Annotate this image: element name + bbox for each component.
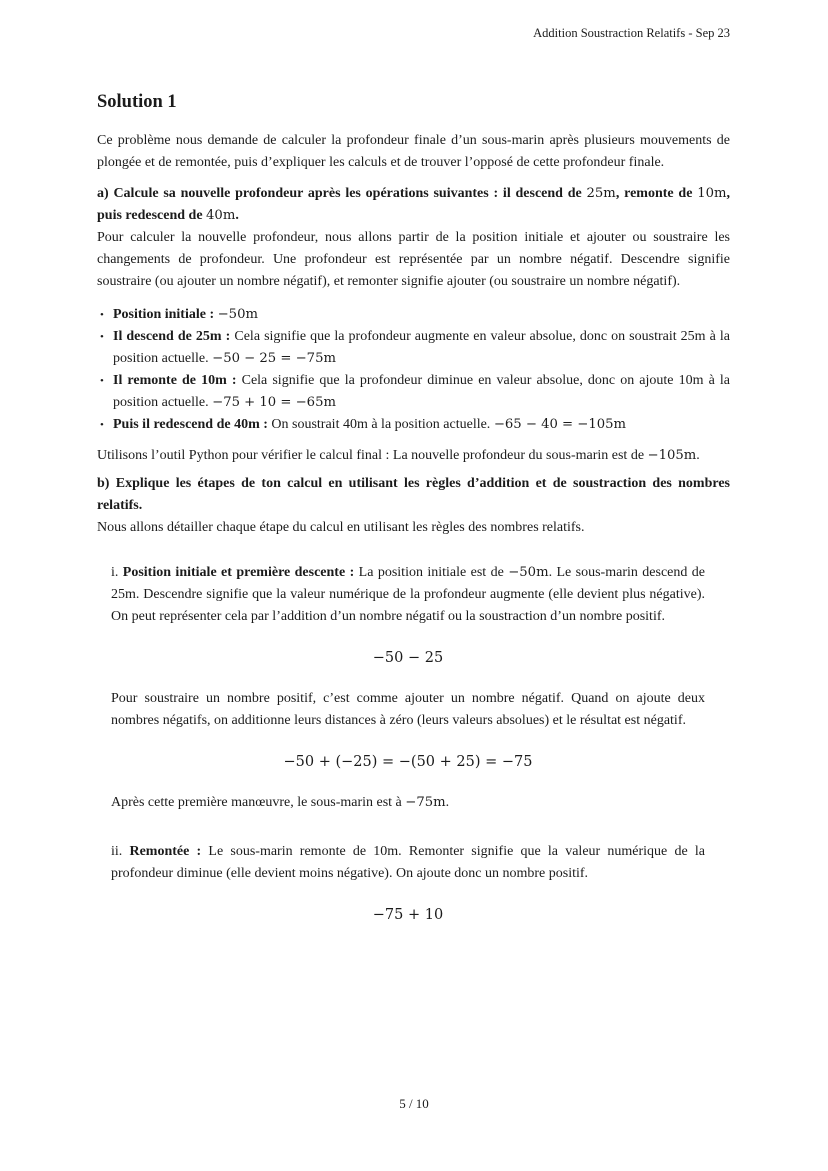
bullet-text: Il descend de 25m : Cela signifie que la profondeur augmente en valeur absolue, donc on soustrait 25m à la position actuelle. −50 − 25 = −75m	[113, 329, 730, 366]
equation-1: −50 − 25	[372, 650, 444, 666]
bullet-list	[97, 304, 730, 436]
python-check-paragraph: Utilisons l’outil Python pour vérifier le calcul final : La nouvelle profondeur du sous-marin est de −105m.	[97, 448, 700, 463]
bullet-icon: •	[100, 419, 104, 431]
step-ii-paragraph: ii. Remontée : Le sous-marin remonte de 10m. Remonter signifie que la valeur numérique de la profondeur diminue (elle devient moins négative). On ajoute donc un nombre positif.	[111, 844, 705, 881]
step-i-paragraph: i. Position initiale et première descente : La position initiale est de −50m. Le sous-marin descend de 25m. Descendre signifie que la valeur numérique de la profondeur augmente (elle devient plus négative). On peut représenter cela par l’addition d’un nombre négatif ou la soustraction d’un nombre positif.	[111, 565, 705, 624]
part-b-heading: b) Explique les étapes de ton calcul en utilisant les règles d’addition et de soustraction des nombres relatifs.	[97, 476, 730, 513]
page-number: 5 / 10	[399, 1096, 429, 1111]
bullet-item-descend-25m	[97, 326, 730, 370]
equation-3: −75 + 10	[372, 907, 444, 923]
step-i-result-paragraph: Après cette première manœuvre, le sous-marin est à −75m.	[111, 795, 450, 810]
intro-paragraph: Ce problème nous demande de calculer la profondeur finale d’un sous-marin après plusieurs mouvements de plongée et de remontée, puis d’expliquer les calculs et de trouver l’opposé de cette profondeur finale.	[97, 133, 730, 170]
explanation-block	[111, 562, 705, 926]
part-a-heading: a) Calcule sa nouvelle profondeur après les opérations suivantes : il descend de 25m, remonte de 10m, puis redescend de 40m.	[97, 186, 730, 223]
part-b-intro-paragraph: Nous allons détailler chaque étape du calcul en utilisant les règles des nombres relatifs.	[97, 520, 585, 535]
page-title: Solution 1	[97, 92, 177, 112]
part-a-paragraph: Pour calculer la nouvelle profondeur, nous allons partir de la position initiale et ajouter ou soustraire les changements de profondeur. Une profondeur est représentée par un nombre négatif. Descendre signifie soustraire (ou ajouter un nombre négatif), et remonter signifie ajouter (ou soustraire un nombre négatif).	[97, 230, 730, 289]
page-content	[97, 0, 730, 945]
bullet-item-redescend-40m	[97, 414, 730, 436]
equation-2: −50 + (−25) = −(50 + 25) = −75	[283, 754, 533, 770]
bullet-text: Position initiale : −50m	[113, 307, 258, 322]
page-header-text: Addition Soustraction Relatifs - Sep 23	[533, 26, 730, 40]
bullet-icon: •	[100, 331, 104, 343]
bullet-text: Il remonte de 10m : Cela signifie que la profondeur diminue en valeur absolue, donc on ajoute 10m à la position actuelle. −75 + 10 = −65m	[113, 373, 730, 410]
bullet-icon: •	[100, 375, 104, 387]
subtraction-rule-paragraph: Pour soustraire un nombre positif, c’est comme ajouter un nombre négatif. Quand on ajoute deux nombres négatifs, on additionne leurs distances à zéro (leurs valeurs absolues) et le résultat est négatif.	[111, 691, 705, 728]
bullet-icon: •	[100, 309, 104, 321]
bullet-text: Puis il redescend de 40m : On soustrait 40m à la position actuelle. −65 − 40 = −105m	[113, 417, 627, 432]
bullet-item-position-initiale	[97, 304, 730, 326]
bullet-item-remonte-10m	[97, 370, 730, 414]
